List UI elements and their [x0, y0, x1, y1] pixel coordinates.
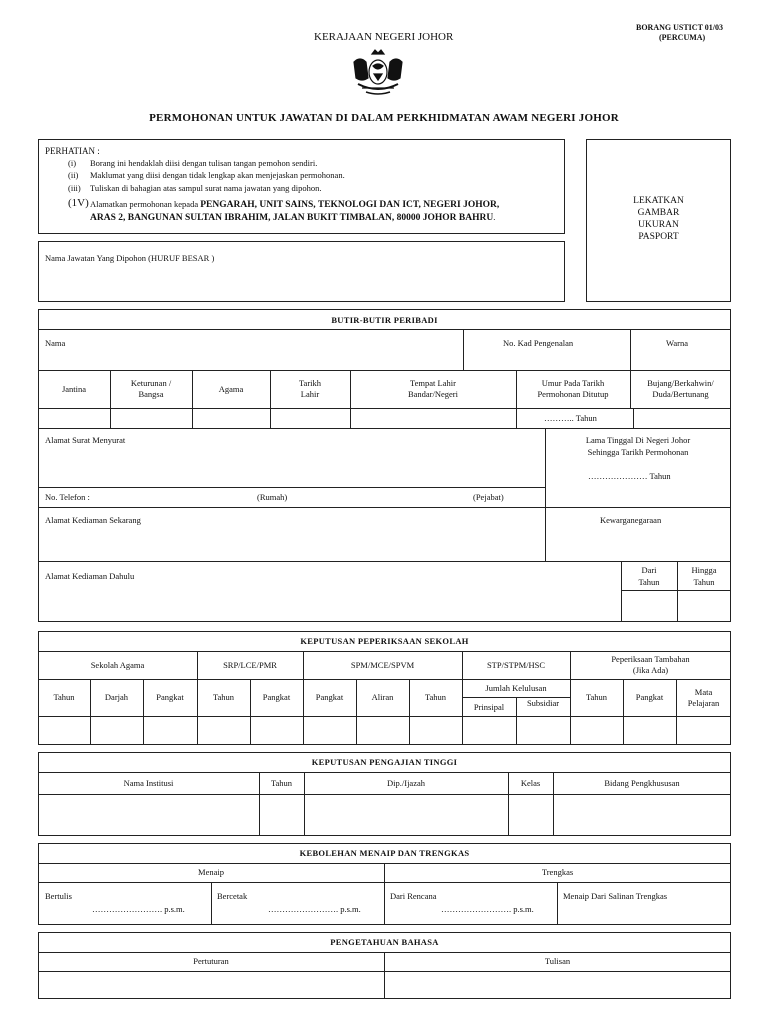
position-applied-label: Nama Jawatan Yang Dipohon (HURUF BESAR )	[45, 253, 215, 263]
attention-item-3-num: (iii)	[68, 183, 81, 193]
attention-item-4-num: (1V)	[68, 197, 89, 209]
dob-header	[270, 370, 350, 408]
phone-home-label: (Rumah)	[257, 492, 288, 502]
marital-header-line-1: Bujang/Berkahwin/	[647, 378, 714, 389]
srp-rank-header: Pangkat	[262, 692, 291, 703]
residence-years-field[interactable]: ………………… Tahun	[588, 471, 671, 481]
religious-rank-header: Pangkat	[156, 692, 184, 703]
marital-header	[630, 370, 731, 408]
attention-item-2-num: (ii)	[68, 170, 79, 180]
age-header-line-2: Permohonan Ditutup	[537, 389, 609, 399]
stp-principal-header: Prinsipal	[473, 701, 505, 712]
name-label: Nama	[45, 338, 66, 348]
shorthand-dictation-speed[interactable]: ……………………. p.s.m.	[441, 904, 534, 914]
to-year-line-2: Tahun	[693, 577, 715, 587]
extra-subject-header-line-1: Mata	[694, 686, 713, 697]
attention-heading: PERHATIAN :	[45, 146, 100, 156]
extra-exam-header-line-1: Peperiksaan Tambahan	[611, 654, 690, 665]
residence-length-line-1: Lama Tinggal Di Negeri Johor	[585, 435, 691, 445]
shorthand-dictation-label: Dari Rencana	[390, 891, 437, 901]
dob-header-line-1: Tarikh	[298, 378, 322, 389]
to-year-line-1: Hingga	[691, 565, 717, 575]
extra-subject-header	[676, 679, 731, 716]
previous-address-label: Alamat Kediaman Dahulu	[45, 571, 135, 581]
photo-label-3: UKURAN	[638, 220, 679, 230]
age-header	[516, 370, 630, 408]
typing-written-speed[interactable]: ……………………. p.s.m.	[92, 904, 185, 914]
attention-item-1-text: Borang ini hendaklah diisi dengan tulisan tangan pemohon sendiri.	[90, 158, 318, 168]
typing-written-label: Bertulis	[45, 891, 72, 901]
typing-printed-label: Bercetak	[217, 891, 248, 901]
written-header: Tulisan	[544, 956, 571, 967]
from-year-line-1: Dari	[641, 565, 657, 575]
phone-label: No. Telefon :	[45, 492, 90, 502]
shorthand-transcription-label: Menaip Dari Salinan Trengkas	[563, 891, 668, 901]
government-name: KERAJAAN NEGERI JOHOR	[314, 31, 454, 43]
school-results-title: KEPUTUSAN PEPERIKSAAN SEKOLAH	[300, 636, 469, 646]
religious-grade-header: Darjah	[104, 692, 129, 703]
field-header: Bidang Pengkhususan	[604, 777, 680, 788]
race-header-line-2: Bangsa	[138, 389, 164, 399]
extra-exam-header-line-2: (Jika Ada)	[632, 665, 669, 675]
extra-subject-header-line-2: Pelajaran	[687, 697, 720, 708]
race-header-line-1: Keturunan /	[130, 378, 172, 389]
phone-office-label: (Pejabat)	[473, 492, 504, 502]
srp-header: SRP/LCE/PMR	[223, 659, 277, 670]
dob-header-line-2: Lahir	[300, 389, 320, 399]
attention-item-2-text: Maklumat yang diisi dengan tidak lengkap akan menjejaskan permohonan.	[90, 170, 345, 180]
photo-label-1: LEKATKAN	[633, 196, 684, 206]
age-header-line-1: Umur Pada Tarikh	[541, 378, 605, 389]
attention-item-4-line-2	[90, 212, 495, 225]
extra-exam-header	[570, 651, 731, 679]
photo-label-2: GAMBAR	[637, 208, 680, 218]
form-note: (PERCUMA)	[659, 33, 706, 42]
photo-label-4: PASPORT	[638, 232, 679, 242]
typing-shorthand-title: KEBOLEHAN MENAIP DAN TRENGKAS	[299, 848, 470, 858]
age-years-field[interactable]: ……….. Tahun	[544, 413, 597, 423]
color-label: Warna	[666, 338, 688, 348]
attention-item-4-address-2: ARAS 2, BANGUNAN SULTAN IBRAHIM, JALAN BUKIT TIMBALAN, 80000 JOHOR BAHRU	[90, 213, 494, 223]
shorthand-header: Trengkas	[541, 867, 574, 878]
higher-education-title: KEPUTUSAN PENGAJIAN TINGGI	[311, 757, 458, 767]
residence-length-line-2: Sehingga Tarikh Permohonan	[587, 447, 689, 457]
institution-header: Nama Institusi	[123, 777, 174, 788]
marital-header-line-2: Duda/Bertunang	[652, 389, 709, 399]
religion-header: Agama	[218, 383, 244, 394]
attention-item-4-line-1	[90, 199, 499, 212]
mailing-address-label: Alamat Surat Menyurat	[45, 435, 126, 445]
extra-year-header: Tahun	[585, 692, 608, 703]
spoken-header: Pertuturan	[193, 956, 229, 967]
pob-header-line-1: Tempat Lahir	[410, 378, 456, 389]
form-title: PERMOHONAN UNTUK JAWATAN DI DALAM PERKHIDMATAN AWAM NEGERI JOHOR	[149, 112, 619, 124]
race-header	[110, 370, 192, 408]
extra-rank-header: Pangkat	[635, 692, 664, 703]
attention-item-4-address-1: PENGARAH, UNIT SAINS, TEKNOLOGI DAN ICT, NEGERI JOHOR,	[200, 200, 500, 210]
attention-item-3-text: Tuliskan di bahagian atas sampul surat nama jawatan yang dipohon.	[90, 183, 322, 193]
pob-header	[350, 370, 516, 408]
spm-stream-header: Aliran	[371, 692, 394, 703]
stp-passes-header: Jumlah Kelulusan	[485, 683, 547, 694]
personal-details-title: BUTIR-BUTIR PERIBADI	[331, 314, 438, 325]
spm-header: SPM/MCE/SPVM	[350, 659, 415, 670]
stp-subsidiary-header: Subsidiar	[526, 698, 560, 708]
current-address-label: Alamat Kediaman Sekarang	[45, 515, 141, 525]
spm-rank-header: Pangkat	[315, 692, 344, 703]
typing-printed-speed[interactable]: ……………………. p.s.m.	[268, 904, 361, 914]
pob-header-line-2: Bandar/Negeri	[407, 389, 459, 399]
form-code: BORANG USTICT 01/03	[636, 23, 723, 32]
from-year-line-2: Tahun	[638, 577, 660, 587]
gender-header: Jantina	[61, 383, 87, 394]
class-header: Kelas	[520, 777, 541, 788]
citizenship-label: Kewarganegaraan	[600, 515, 662, 525]
typing-header: Menaip	[198, 867, 224, 878]
spm-year-header: Tahun	[424, 692, 447, 703]
attention-item-4-prefix: Alamatkan permohonan kepada	[90, 199, 199, 209]
attention-item-1-num: (i)	[68, 158, 77, 168]
attention-item-4-end: .	[493, 212, 496, 222]
ic-number-label: No. Kad Pengenalan	[503, 338, 574, 348]
johor-coat-of-arms-icon	[346, 48, 410, 98]
religious-year-header: Tahun	[53, 692, 75, 703]
higher-year-header: Tahun	[270, 777, 293, 788]
stp-header: STP/STPM/HSC	[486, 659, 546, 670]
language-title: PENGETAHUAN BAHASA	[330, 937, 439, 947]
religious-school-header: Sekolah Agama	[90, 659, 145, 670]
diploma-header: Dip./Ijazah	[387, 777, 425, 788]
position-applied-field[interactable]	[38, 241, 565, 302]
srp-year-header: Tahun	[212, 692, 235, 703]
